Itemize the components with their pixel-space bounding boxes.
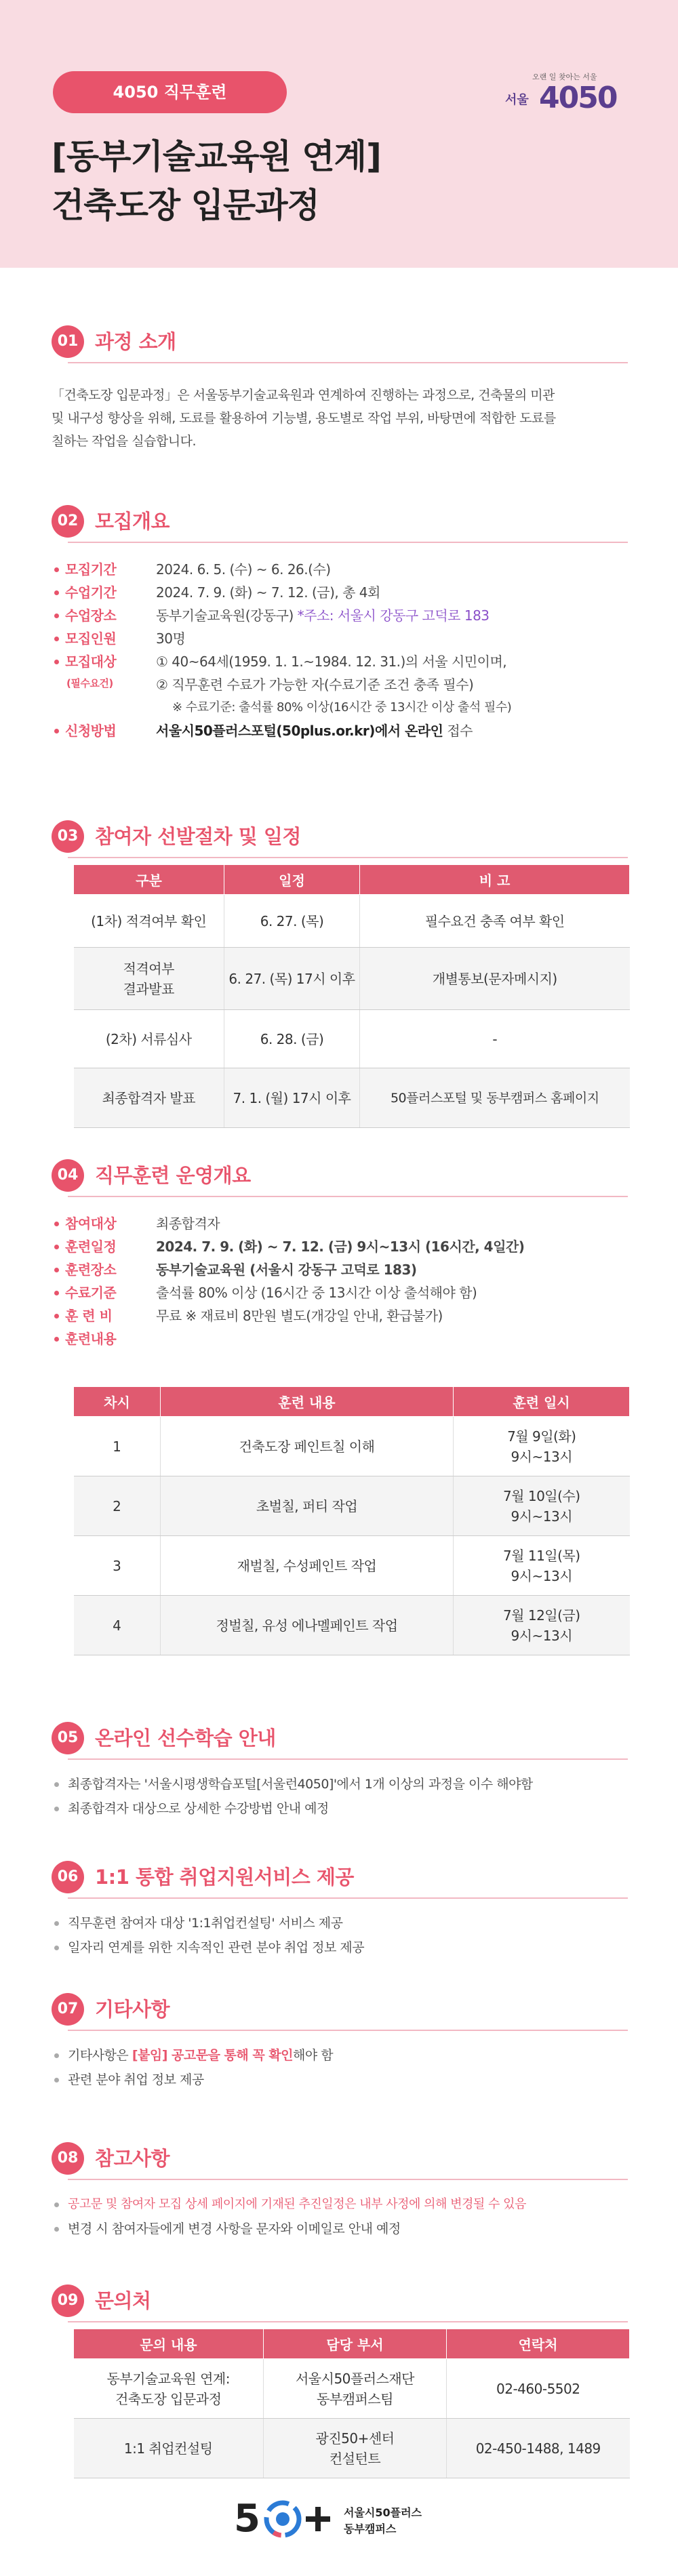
table-cell: 4 xyxy=(74,1596,161,1655)
section-title: 과정 소개 xyxy=(95,330,176,353)
section-heading xyxy=(52,325,628,363)
column-header: 일정 xyxy=(224,865,360,895)
section-heading xyxy=(52,1993,628,2031)
section-title: 온라인 선수학습 안내 xyxy=(95,1727,276,1750)
section-heading xyxy=(52,505,628,543)
table-row xyxy=(74,1010,630,1068)
column-header: 훈련 일시 xyxy=(454,1387,630,1417)
intro-line: 「건축도장 입문과정」은 서울동부기술교육원과 연계하여 진행하는 과정으로, 건축물의 미관 xyxy=(52,388,555,403)
table-row xyxy=(74,2359,630,2419)
logo-5-text: 5 xyxy=(234,2497,260,2541)
section-title: 직무훈련 운영개요 xyxy=(95,1164,251,1187)
table-row xyxy=(74,1068,630,1128)
page-title-line1: [동부기술교육원 연계] xyxy=(52,137,381,176)
table-cell: 02-450-1488, 1489 xyxy=(447,2419,630,2478)
table-cell: 7월 10일(수) 9시~13시 xyxy=(454,1476,630,1536)
table-cell: 7월 11일(목) 9시~13시 xyxy=(454,1536,630,1596)
column-header: 비 고 xyxy=(360,865,630,895)
table-cell: (1차) 적격여부 확인 xyxy=(74,895,224,948)
section-title: 문의처 xyxy=(95,2289,151,2312)
table-cell: 광진50+센터 컨설턴트 xyxy=(264,2419,447,2478)
section-number: 03 xyxy=(52,820,84,853)
table-cell: 1 xyxy=(74,1417,161,1476)
50plus-campus-logo xyxy=(234,2495,451,2549)
section-number: 07 xyxy=(52,1993,84,2026)
section-heading xyxy=(52,1861,628,1899)
table-header-row xyxy=(74,1387,630,1417)
section-heading xyxy=(52,2142,628,2180)
section-course-intro xyxy=(52,325,628,453)
list-item: 관련 분야 취업 정보 제공 xyxy=(52,2068,628,2092)
column-header: 담당 부서 xyxy=(264,2329,447,2359)
selection-table xyxy=(73,864,630,1128)
table-cell: (2차) 서류심사 xyxy=(74,1010,224,1068)
employment-list xyxy=(52,1911,628,1960)
completion-criteria: 수료기준 출석률 80% 이상 (16시간 중 13시간 이상 출석해야 함) xyxy=(52,1281,628,1304)
section-misc xyxy=(52,1993,628,2092)
table-cell: 건축도장 페인트칠 이해 xyxy=(161,1417,454,1476)
column-header: 구분 xyxy=(74,865,224,895)
section-divider xyxy=(68,2321,628,2322)
list-item: 최종합격자 대상으로 상세한 수강방법 안내 예정 xyxy=(52,1796,628,1821)
logo-4050-text: 4050 xyxy=(539,81,617,115)
table-header-row xyxy=(74,865,630,895)
table-cell: 필수요건 충족 여부 확인 xyxy=(360,895,630,948)
section-training-overview xyxy=(52,1159,628,1350)
table-cell: 7. 1. (월) 17시 이후 xyxy=(224,1068,360,1128)
section-number: 04 xyxy=(52,1159,84,1192)
logo-slogan: 오랜 일 찾아는 서울 xyxy=(532,73,597,81)
section-divider xyxy=(68,542,628,543)
list-item: 공고문 및 참여자 모집 상세 페이지에 기재된 추진일정은 내부 사정에 의해 변경될 수 있음 xyxy=(52,2192,628,2217)
section-divider xyxy=(68,2179,628,2180)
column-header: 차시 xyxy=(74,1387,161,1417)
column-header: 문의 내용 xyxy=(74,2329,264,2359)
section-employment-support xyxy=(52,1861,628,1960)
category-tag: 4050 직무훈련 xyxy=(53,71,287,113)
list-item: 일자리 연계를 위한 지속적인 관련 분야 취업 정보 제공 xyxy=(52,1935,628,1960)
table-cell: 재벌칠, 수성페인트 작업 xyxy=(161,1536,454,1596)
section-number: 06 xyxy=(52,1861,84,1893)
table-cell: 02-460-5502 xyxy=(447,2359,630,2419)
column-header: 훈련 내용 xyxy=(161,1387,454,1417)
section-title: 참여자 선발절차 및 일정 xyxy=(95,825,301,848)
table-cell: 1:1 취업컨설팅 xyxy=(74,2419,264,2478)
table-cell: 6. 28. (금) xyxy=(224,1010,360,1068)
logo-seoul-text: 서울 xyxy=(505,93,529,107)
table-cell: 서울시50플러스재단 동부캠퍼스팀 xyxy=(264,2359,447,2419)
training-schedule: 훈련일정 2024. 7. 9. (화) ~ 7. 12. (금) 9시~13시 (16시간, 4일간) xyxy=(52,1235,628,1258)
table-cell: 7월 12일(금) 9시~13시 xyxy=(454,1596,630,1655)
section-notes xyxy=(52,2142,628,2241)
training-content: 훈련내용 xyxy=(52,1327,628,1350)
table-cell: 50플러스포털 및 동부캠퍼스 홈페이지 xyxy=(360,1068,630,1128)
section-online-prelearning xyxy=(52,1722,628,1821)
section-title: 참고사항 xyxy=(95,2147,170,2170)
table-row xyxy=(74,948,630,1010)
recruit-count: 모집인원 30명 xyxy=(52,627,628,650)
section-divider xyxy=(68,1758,628,1760)
page-header xyxy=(0,0,678,268)
misc-list xyxy=(52,2043,628,2092)
section-divider xyxy=(68,2030,628,2031)
recruitment-list xyxy=(52,558,628,742)
intro-line: 및 내구성 향상을 위해, 도료를 활용하여 기능별, 용도별로 작업 부위, 바탕면에 적합한 도료를 xyxy=(52,411,556,426)
section-title: 기타사항 xyxy=(95,1998,170,2021)
table-cell: 초벌칠, 퍼티 작업 xyxy=(161,1476,454,1536)
contact-table xyxy=(73,2329,630,2478)
logo-name-line1: 서울시50플러스 xyxy=(344,2506,422,2519)
table-row xyxy=(74,2419,630,2478)
logo-name-line2: 동부캠퍼스 xyxy=(344,2522,397,2535)
table-row xyxy=(74,1536,630,1596)
section-heading xyxy=(52,820,628,858)
section-title: 1:1 통합 취업지원서비스 제공 xyxy=(95,1866,354,1889)
list-item: 변경 시 참여자들에게 변경 사항을 문자와 이메일로 안내 예정 xyxy=(52,2217,628,2241)
section-divider xyxy=(68,362,628,363)
section-number: 09 xyxy=(52,2285,84,2317)
page-title-line2: 건축도장 입문과정 xyxy=(52,186,319,225)
table-cell: 3 xyxy=(74,1536,161,1596)
table-cell: 7월 9일(화) 9시~13시 xyxy=(454,1417,630,1476)
training-list xyxy=(52,1212,628,1350)
section-number: 05 xyxy=(52,1722,84,1754)
table-row xyxy=(74,1476,630,1536)
table-cell: 최종합격자 발표 xyxy=(74,1068,224,1128)
column-header: 연락처 xyxy=(447,2329,630,2359)
table-cell: 6. 27. (목) xyxy=(224,895,360,948)
table-header-row xyxy=(74,2329,630,2359)
training-table xyxy=(73,1386,630,1655)
list-item: 기타사항은 [붙임] 공고문을 통해 꼭 확인해야 함 xyxy=(52,2043,628,2068)
training-fee: 훈 련 비 무료 ※ 재료비 8만원 별도(개강일 안내, 환급불가) xyxy=(52,1304,628,1327)
page-title xyxy=(52,132,381,230)
table-cell: 개별통보(문자메시지) xyxy=(360,948,630,1010)
recruit-target: 모집대상 (필수요건) ① 40~64세(1959. 1. 1.~1984. 12. 31.)의 서울 시민이며, ② 직무훈련 수료가 가능한 자(수료기준 조건 충족 필수) ※ 수료기준: 출석률 80% 이상(16시간 중 13시간 이상 출석 필수) xyxy=(52,650,628,719)
list-item: 직무훈련 참여자 대상 '1:1취업컨설팅' 서비스 제공 xyxy=(52,1911,628,1935)
seoul-4050-logo xyxy=(505,71,627,119)
intro-line: 칠하는 작업을 실습합니다. xyxy=(52,434,197,449)
course-intro-text xyxy=(52,384,628,453)
section-contact xyxy=(52,2285,628,2322)
training-location: 훈련장소 동부기술교육원 (서울시 강동구 고덕로 183) xyxy=(52,1258,628,1281)
section-number: 01 xyxy=(52,325,84,358)
training-target: 참여대상 최종합격자 xyxy=(52,1212,628,1235)
recruit-period: 모집기간 2024. 6. 5. (수) ~ 6. 26.(수) xyxy=(52,558,628,581)
table-cell: - xyxy=(360,1010,630,1068)
section-heading xyxy=(52,2285,628,2322)
section-heading xyxy=(52,1159,628,1197)
notes-list xyxy=(52,2192,628,2241)
table-cell: 2 xyxy=(74,1476,161,1536)
class-period: 수업기간 2024. 7. 9. (화) ~ 7. 12. (금), 총 4회 xyxy=(52,581,628,604)
table-row xyxy=(74,1596,630,1655)
section-number: 08 xyxy=(52,2142,84,2175)
prelearning-list xyxy=(52,1772,628,1821)
table-cell: 적격여부 결과발표 xyxy=(74,948,224,1010)
section-heading xyxy=(52,1722,628,1760)
table-cell: 동부기술교육원 연계: 건축도장 입문과정 xyxy=(74,2359,264,2419)
section-divider xyxy=(68,1196,628,1197)
logo-circle-plus-icon xyxy=(258,2495,340,2543)
list-item: 최종합격자는 '서울시평생학습포털[서울런4050]'에서 1개 이상의 과정을 이수 해야함 xyxy=(52,1772,628,1796)
apply-method: 신청방법 서울시50플러스포털(50plus.or.kr)에서 온라인 접수 xyxy=(52,719,628,742)
table-cell: 정벌칠, 유성 에나멜페인트 작업 xyxy=(161,1596,454,1655)
table-cell: 6. 27. (목) 17시 이후 xyxy=(224,948,360,1010)
section-title: 모집개요 xyxy=(95,510,170,533)
section-number: 02 xyxy=(52,505,84,538)
section-divider xyxy=(68,857,628,858)
table-row xyxy=(74,895,630,948)
table-row xyxy=(74,1417,630,1476)
section-divider xyxy=(68,1897,628,1899)
class-location: 수업장소 동부기술교육원(강동구) *주소: 서울시 강동구 고덕로 183 xyxy=(52,604,628,627)
section-recruitment xyxy=(52,505,628,742)
section-selection-schedule xyxy=(52,820,628,858)
